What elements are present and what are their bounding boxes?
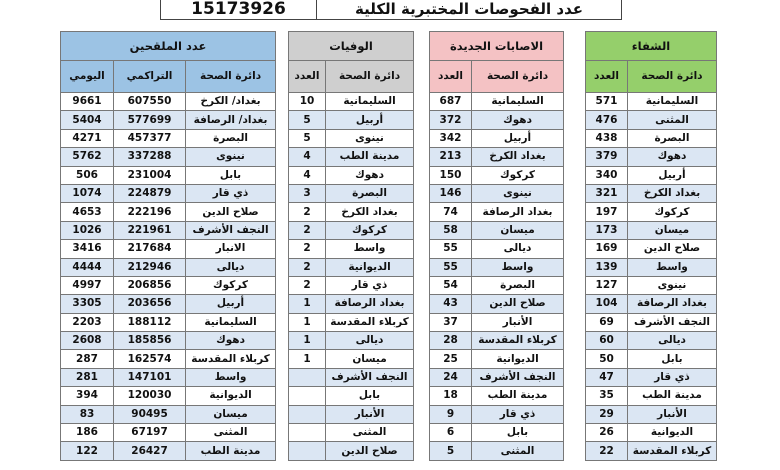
table-row <box>430 129 564 147</box>
daily-cell: 2203 <box>61 313 114 331</box>
table-row <box>430 276 564 294</box>
health-directorate-cell: ديالى <box>472 240 564 258</box>
table-row <box>586 111 717 129</box>
table-row <box>430 387 564 405</box>
cumulative-cell: 337288 <box>114 148 186 166</box>
count-cell <box>289 424 326 442</box>
count-cell: 173 <box>586 221 628 239</box>
table-row <box>61 332 276 350</box>
recovered-table <box>585 31 717 461</box>
health-directorate-cell: البصرة <box>472 276 564 294</box>
health-directorate-cell: السليمانية <box>472 93 564 111</box>
count-cell: 476 <box>586 111 628 129</box>
count-cell: 35 <box>586 387 628 405</box>
health-directorate-cell: المثنى <box>326 424 414 442</box>
count-cell: 1 <box>289 350 326 368</box>
deaths-col-count: العدد <box>289 61 326 93</box>
table-row <box>61 295 276 313</box>
health-directorate-cell: بغداد الرصافة <box>628 295 717 313</box>
vaccinated-table <box>60 31 276 461</box>
table-row <box>430 166 564 184</box>
table-row <box>61 184 276 202</box>
health-directorate-cell: أربيل <box>186 295 276 313</box>
health-directorate-cell: بابل <box>186 166 276 184</box>
table-row <box>61 313 276 331</box>
health-directorate-cell: صلاح الدين <box>326 442 414 460</box>
recovered-col-count: العدد <box>586 61 628 93</box>
health-directorate-cell: ذي قار <box>186 184 276 202</box>
table-row <box>61 148 276 166</box>
table-row <box>586 368 717 386</box>
table-row <box>289 295 414 313</box>
count-cell: 379 <box>586 148 628 166</box>
recovered-title: الشفاء <box>586 32 717 61</box>
table-row <box>61 442 276 460</box>
vaccinated-col-daily: اليومي <box>61 61 114 93</box>
table-row <box>430 442 564 460</box>
table-row <box>61 405 276 423</box>
count-cell: 197 <box>586 203 628 221</box>
health-directorate-cell: بابل <box>472 424 564 442</box>
count-cell: 4 <box>289 148 326 166</box>
health-directorate-cell: بغداد/ الكرخ <box>186 93 276 111</box>
count-cell: 24 <box>430 368 472 386</box>
count-cell: 25 <box>430 350 472 368</box>
count-cell: 47 <box>586 368 628 386</box>
count-cell: 55 <box>430 240 472 258</box>
count-cell: 50 <box>586 350 628 368</box>
daily-cell: 281 <box>61 368 114 386</box>
health-directorate-cell: مدينة الطب <box>628 387 717 405</box>
total-tests-label: عدد الفحوصات المختبرية الكلية <box>354 0 584 18</box>
table-row <box>289 313 414 331</box>
count-cell: 28 <box>430 332 472 350</box>
health-directorate-cell: الأنبار <box>472 313 564 331</box>
table-row <box>586 129 717 147</box>
table-row <box>430 368 564 386</box>
vaccinated-rows <box>61 93 276 461</box>
health-directorate-cell: كركوك <box>472 166 564 184</box>
table-row <box>430 332 564 350</box>
count-cell: 55 <box>430 258 472 276</box>
health-directorate-cell: المثنى <box>472 442 564 460</box>
table-row <box>586 350 717 368</box>
cumulative-cell: 222196 <box>114 203 186 221</box>
count-cell: 54 <box>430 276 472 294</box>
count-cell: 5 <box>289 111 326 129</box>
deaths-rows <box>289 93 414 461</box>
health-directorate-cell: صلاح الدين <box>186 203 276 221</box>
table-row <box>586 240 717 258</box>
table-row <box>289 350 414 368</box>
count-cell <box>289 442 326 460</box>
table-row <box>289 424 414 442</box>
table-row <box>61 203 276 221</box>
count-cell: 687 <box>430 93 472 111</box>
table-row <box>61 221 276 239</box>
health-directorate-cell: كربلاء المقدسة <box>628 442 717 460</box>
table-row <box>61 166 276 184</box>
table-row <box>289 93 414 111</box>
count-cell: 5 <box>430 442 472 460</box>
count-cell: 342 <box>430 129 472 147</box>
cumulative-cell: 203656 <box>114 295 186 313</box>
count-cell: 18 <box>430 387 472 405</box>
health-directorate-cell: الديوانية <box>326 258 414 276</box>
count-cell: 2 <box>289 240 326 258</box>
health-directorate-cell: نينوى <box>186 148 276 166</box>
health-directorate-cell: ميسان <box>186 405 276 423</box>
daily-cell: 5762 <box>61 148 114 166</box>
count-cell: 1 <box>289 295 326 313</box>
count-cell: 321 <box>586 184 628 202</box>
health-directorate-cell: مدينة الطب <box>472 387 564 405</box>
health-directorate-cell: صلاح الدين <box>628 240 717 258</box>
health-directorate-cell: واسط <box>186 368 276 386</box>
cumulative-cell: 221961 <box>114 221 186 239</box>
health-directorate-cell: النجف الأشرف <box>186 221 276 239</box>
table-row <box>430 240 564 258</box>
count-cell: 169 <box>586 240 628 258</box>
health-directorate-cell: ذي قار <box>472 405 564 423</box>
table-row <box>586 203 717 221</box>
daily-cell: 4653 <box>61 203 114 221</box>
count-cell: 139 <box>586 258 628 276</box>
health-directorate-cell: مدينة الطب <box>326 148 414 166</box>
cumulative-cell: 188112 <box>114 313 186 331</box>
count-cell <box>289 368 326 386</box>
cumulative-cell: 577699 <box>114 111 186 129</box>
count-cell: 29 <box>586 405 628 423</box>
health-directorate-cell: الانبار <box>186 240 276 258</box>
health-directorate-cell: ديالى <box>186 258 276 276</box>
table-row <box>430 111 564 129</box>
count-cell: 104 <box>586 295 628 313</box>
table-row <box>586 332 717 350</box>
count-cell: 1 <box>289 313 326 331</box>
table-row <box>289 203 414 221</box>
cumulative-cell: 224879 <box>114 184 186 202</box>
daily-cell: 3305 <box>61 295 114 313</box>
table-row <box>586 313 717 331</box>
table-row <box>289 332 414 350</box>
health-directorate-cell: ديالى <box>326 332 414 350</box>
health-directorate-cell: النجف الأشرف <box>628 313 717 331</box>
daily-cell: 186 <box>61 424 114 442</box>
table-row <box>586 442 717 460</box>
health-directorate-cell: بغداد الكرخ <box>472 148 564 166</box>
count-cell: 438 <box>586 129 628 147</box>
health-directorate-cell: نينوى <box>326 129 414 147</box>
health-directorate-cell: ذي قار <box>326 276 414 294</box>
cumulative-cell: 26427 <box>114 442 186 460</box>
table-row <box>61 258 276 276</box>
health-directorate-cell: النجف الأشرف <box>326 368 414 386</box>
table-row <box>61 387 276 405</box>
vaccinated-title: عدد الملقحين <box>61 32 276 61</box>
cumulative-cell: 147101 <box>114 368 186 386</box>
health-directorate-cell: الديوانية <box>472 350 564 368</box>
cumulative-cell: 206856 <box>114 276 186 294</box>
table-row <box>289 387 414 405</box>
count-cell: 146 <box>430 184 472 202</box>
health-directorate-cell: الأنبار <box>326 405 414 423</box>
count-cell: 3 <box>289 184 326 202</box>
table-row <box>586 148 717 166</box>
deaths-col-name: دائرة الصحة <box>326 61 414 93</box>
table-row <box>61 424 276 442</box>
table-row <box>586 166 717 184</box>
count-cell: 150 <box>430 166 472 184</box>
cumulative-cell: 90495 <box>114 405 186 423</box>
daily-cell: 4444 <box>61 258 114 276</box>
cumulative-cell: 457377 <box>114 129 186 147</box>
table-row <box>289 405 414 423</box>
table-row <box>289 258 414 276</box>
daily-cell: 9661 <box>61 93 114 111</box>
table-row <box>586 424 717 442</box>
table-row <box>586 221 717 239</box>
table-row <box>289 240 414 258</box>
health-directorate-cell: واسط <box>472 258 564 276</box>
health-directorate-cell: ميسان <box>326 350 414 368</box>
table-row <box>289 368 414 386</box>
health-directorate-cell: النجف الأشرف <box>472 368 564 386</box>
table-row <box>586 184 717 202</box>
table-row <box>61 368 276 386</box>
table-row <box>289 166 414 184</box>
daily-cell: 287 <box>61 350 114 368</box>
table-row <box>289 148 414 166</box>
health-directorate-cell: بغداد الرصافة <box>472 203 564 221</box>
table-row <box>289 111 414 129</box>
health-directorate-cell: نينوى <box>472 184 564 202</box>
table-row <box>586 258 717 276</box>
count-cell: 58 <box>430 221 472 239</box>
health-directorate-cell: أربيل <box>326 111 414 129</box>
table-row <box>430 93 564 111</box>
new-cases-title: الاصابات الجديدة <box>430 32 564 61</box>
health-directorate-cell: ميسان <box>472 221 564 239</box>
health-directorate-cell: مدينة الطب <box>186 442 276 460</box>
cumulative-cell: 120030 <box>114 387 186 405</box>
deaths-title: الوفيات <box>289 32 414 61</box>
total-tests-header <box>160 0 622 20</box>
table-row <box>289 442 414 460</box>
new-cases-rows <box>430 93 564 461</box>
table-row <box>586 405 717 423</box>
table-row <box>61 129 276 147</box>
count-cell: 340 <box>586 166 628 184</box>
health-directorate-cell: المثنى <box>628 111 717 129</box>
health-directorate-cell: الأنبار <box>628 405 717 423</box>
daily-cell: 3416 <box>61 240 114 258</box>
health-directorate-cell: كربلاء المقدسة <box>326 313 414 331</box>
count-cell: 213 <box>430 148 472 166</box>
daily-cell: 506 <box>61 166 114 184</box>
count-cell: 43 <box>430 295 472 313</box>
new-cases-col-name: دائرة الصحة <box>472 61 564 93</box>
count-cell: 571 <box>586 93 628 111</box>
daily-cell: 394 <box>61 387 114 405</box>
health-directorate-cell: البصرة <box>186 129 276 147</box>
count-cell <box>289 387 326 405</box>
health-directorate-cell: ميسان <box>628 221 717 239</box>
count-cell: 69 <box>586 313 628 331</box>
health-directorate-cell: نينوى <box>628 276 717 294</box>
new-cases-col-count: العدد <box>430 61 472 93</box>
daily-cell: 83 <box>61 405 114 423</box>
table-row <box>430 184 564 202</box>
table-row <box>289 129 414 147</box>
table-row <box>586 93 717 111</box>
health-directorate-cell: البصرة <box>326 184 414 202</box>
daily-cell: 1026 <box>61 221 114 239</box>
recovered-rows <box>586 93 717 461</box>
count-cell: 2 <box>289 203 326 221</box>
count-cell: 74 <box>430 203 472 221</box>
table-row <box>430 405 564 423</box>
health-directorate-cell: أربيل <box>628 166 717 184</box>
vaccinated-col-name: دائرة الصحة <box>186 61 276 93</box>
table-row <box>61 350 276 368</box>
count-cell: 2 <box>289 221 326 239</box>
health-directorate-cell: صلاح الدين <box>472 295 564 313</box>
health-directorate-cell: ديالى <box>628 332 717 350</box>
health-directorate-cell: ذي قار <box>628 368 717 386</box>
health-directorate-cell: كركوك <box>186 276 276 294</box>
count-cell: 372 <box>430 111 472 129</box>
cumulative-cell: 231004 <box>114 166 186 184</box>
health-directorate-cell: كربلاء المقدسة <box>186 350 276 368</box>
health-directorate-cell: السليمانية <box>186 313 276 331</box>
table-row <box>430 424 564 442</box>
table-row <box>430 295 564 313</box>
health-directorate-cell: دهوك <box>628 148 717 166</box>
count-cell: 9 <box>430 405 472 423</box>
daily-cell: 122 <box>61 442 114 460</box>
health-directorate-cell: السليمانية <box>628 93 717 111</box>
daily-cell: 1074 <box>61 184 114 202</box>
count-cell: 37 <box>430 313 472 331</box>
table-row <box>430 221 564 239</box>
count-cell: 26 <box>586 424 628 442</box>
cumulative-cell: 185856 <box>114 332 186 350</box>
table-row <box>430 258 564 276</box>
cumulative-cell: 607550 <box>114 93 186 111</box>
cumulative-cell: 67197 <box>114 424 186 442</box>
health-directorate-cell: بغداد الرصافة <box>326 295 414 313</box>
count-cell: 127 <box>586 276 628 294</box>
health-directorate-cell: الديوانية <box>186 387 276 405</box>
daily-cell: 2608 <box>61 332 114 350</box>
count-cell: 60 <box>586 332 628 350</box>
health-directorate-cell: بابل <box>326 387 414 405</box>
health-directorate-cell: بغداد الكرخ <box>326 203 414 221</box>
deaths-table <box>288 31 414 461</box>
table-row <box>61 111 276 129</box>
health-directorate-cell: بابل <box>628 350 717 368</box>
table-row <box>61 276 276 294</box>
table-row <box>61 93 276 111</box>
count-cell: 10 <box>289 93 326 111</box>
health-directorate-cell: المثنى <box>186 424 276 442</box>
count-cell: 2 <box>289 258 326 276</box>
count-cell <box>289 405 326 423</box>
daily-cell: 5404 <box>61 111 114 129</box>
count-cell: 2 <box>289 276 326 294</box>
health-directorate-cell: الديوانية <box>628 424 717 442</box>
health-directorate-cell: بغداد الكرخ <box>628 184 717 202</box>
health-directorate-cell: واسط <box>326 240 414 258</box>
count-cell: 1 <box>289 332 326 350</box>
table-row <box>430 313 564 331</box>
health-directorate-cell: البصرة <box>628 129 717 147</box>
table-row <box>289 221 414 239</box>
recovered-col-name: دائرة الصحة <box>628 61 717 93</box>
cumulative-cell: 162574 <box>114 350 186 368</box>
table-row <box>289 276 414 294</box>
table-row <box>289 184 414 202</box>
table-row <box>586 295 717 313</box>
total-tests-value: 15173926 <box>161 0 317 19</box>
health-directorate-cell: كربلاء المقدسة <box>472 332 564 350</box>
table-row <box>586 276 717 294</box>
health-directorate-cell: السليمانية <box>326 93 414 111</box>
health-directorate-cell: دهوك <box>472 111 564 129</box>
health-directorate-cell: واسط <box>628 258 717 276</box>
table-row <box>586 387 717 405</box>
daily-cell: 4271 <box>61 129 114 147</box>
health-directorate-cell: كركوك <box>628 203 717 221</box>
cumulative-cell: 212946 <box>114 258 186 276</box>
cumulative-cell: 217684 <box>114 240 186 258</box>
health-directorate-cell: دهوك <box>326 166 414 184</box>
health-directorate-cell: دهوك <box>186 332 276 350</box>
count-cell: 6 <box>430 424 472 442</box>
health-directorate-cell: كركوك <box>326 221 414 239</box>
health-directorate-cell: بغداد/ الرصافة <box>186 111 276 129</box>
count-cell: 5 <box>289 129 326 147</box>
vaccinated-col-cumulative: التراكمي <box>114 61 186 93</box>
table-row <box>61 240 276 258</box>
table-row <box>430 203 564 221</box>
table-row <box>430 350 564 368</box>
health-directorate-cell: أربيل <box>472 129 564 147</box>
new-cases-table <box>429 31 564 461</box>
daily-cell: 4997 <box>61 276 114 294</box>
count-cell: 22 <box>586 442 628 460</box>
count-cell: 4 <box>289 166 326 184</box>
table-row <box>430 148 564 166</box>
